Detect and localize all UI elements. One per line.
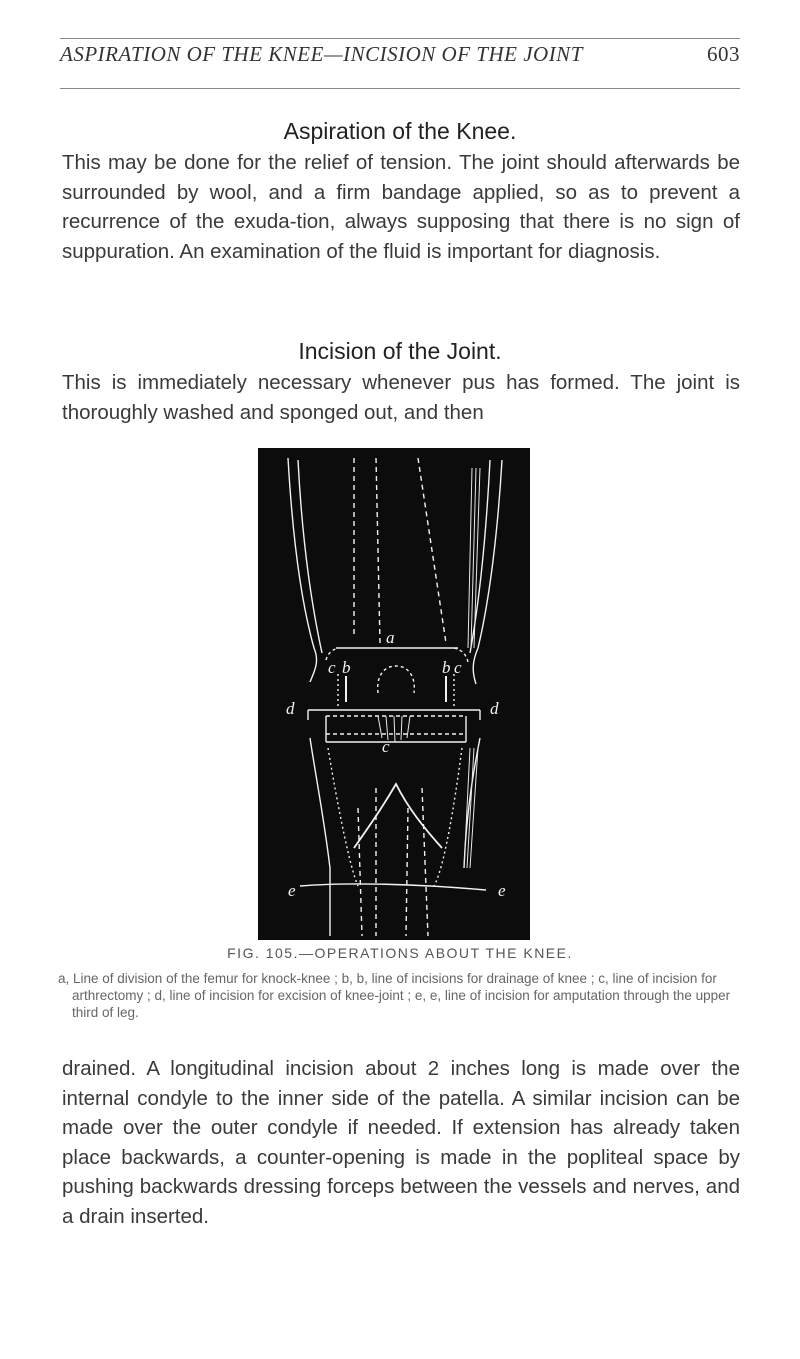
running-head — [60, 42, 740, 67]
paragraph-incision-start: This is immediately necessary whenever pus has formed. The joint is thoroughly washed and sponged out, and then — [62, 371, 740, 424]
header-rule — [60, 88, 740, 89]
label-e-left: e — [288, 881, 296, 900]
paragraph-aspiration: This may be done for the relief of tension. The joint should afterwards be surrounded by wool, and a firm bandage applied, so as to prevent a recurrence of the exuda-tion, always supposing that there is no sign of suppuration. An examination of the fluid is important for diagnosis. — [62, 151, 740, 263]
label-b-right: b — [442, 658, 451, 677]
section-heading-incision: Incision of the Joint. — [298, 338, 502, 364]
figure-caption-title: FIG. 105.—OPERATIONS ABOUT THE KNEE. — [227, 945, 573, 961]
label-d-left: d — [286, 699, 295, 718]
figure-caption-body — [58, 970, 748, 1021]
label-e-right: e — [498, 881, 506, 900]
label-c-bottom: c — [382, 737, 390, 756]
page-number: 603 — [707, 42, 740, 66]
top-rule — [60, 38, 740, 39]
paragraph-incision-continued: drained. A longitudinal incision about 2 inches long is made over the internal condyle to the inner side of the patella. A similar incision can be made over the outer condyle if needed. If extension has already taken place backwards, a counter-opening is made in the popliteal space by pushing backwards dressing forceps between the vessels and nerves, and a drain inserted. — [62, 1057, 740, 1228]
label-a: a — [386, 628, 395, 647]
label-c-left: c — [328, 658, 336, 677]
knee-operations-figure — [258, 448, 530, 940]
label-b-left: b — [342, 658, 351, 677]
running-title: ASPIRATION OF THE KNEE—INCISION OF THE JOINT — [60, 42, 583, 66]
label-c-right: c — [454, 658, 462, 677]
label-d-right: d — [490, 699, 499, 718]
section-heading-aspiration: Aspiration of the Knee. — [283, 118, 517, 144]
knee-diagram — [258, 448, 530, 940]
figure-caption-text: a, Line of division of the femur for knock-knee ; b, b, line of incisions for drainage of knee ; c, line of incision for arthrectomy ; d, line of incision for excision of knee-joint ; e, e, line of incision for amputation through the upper third of leg. — [58, 971, 731, 1020]
